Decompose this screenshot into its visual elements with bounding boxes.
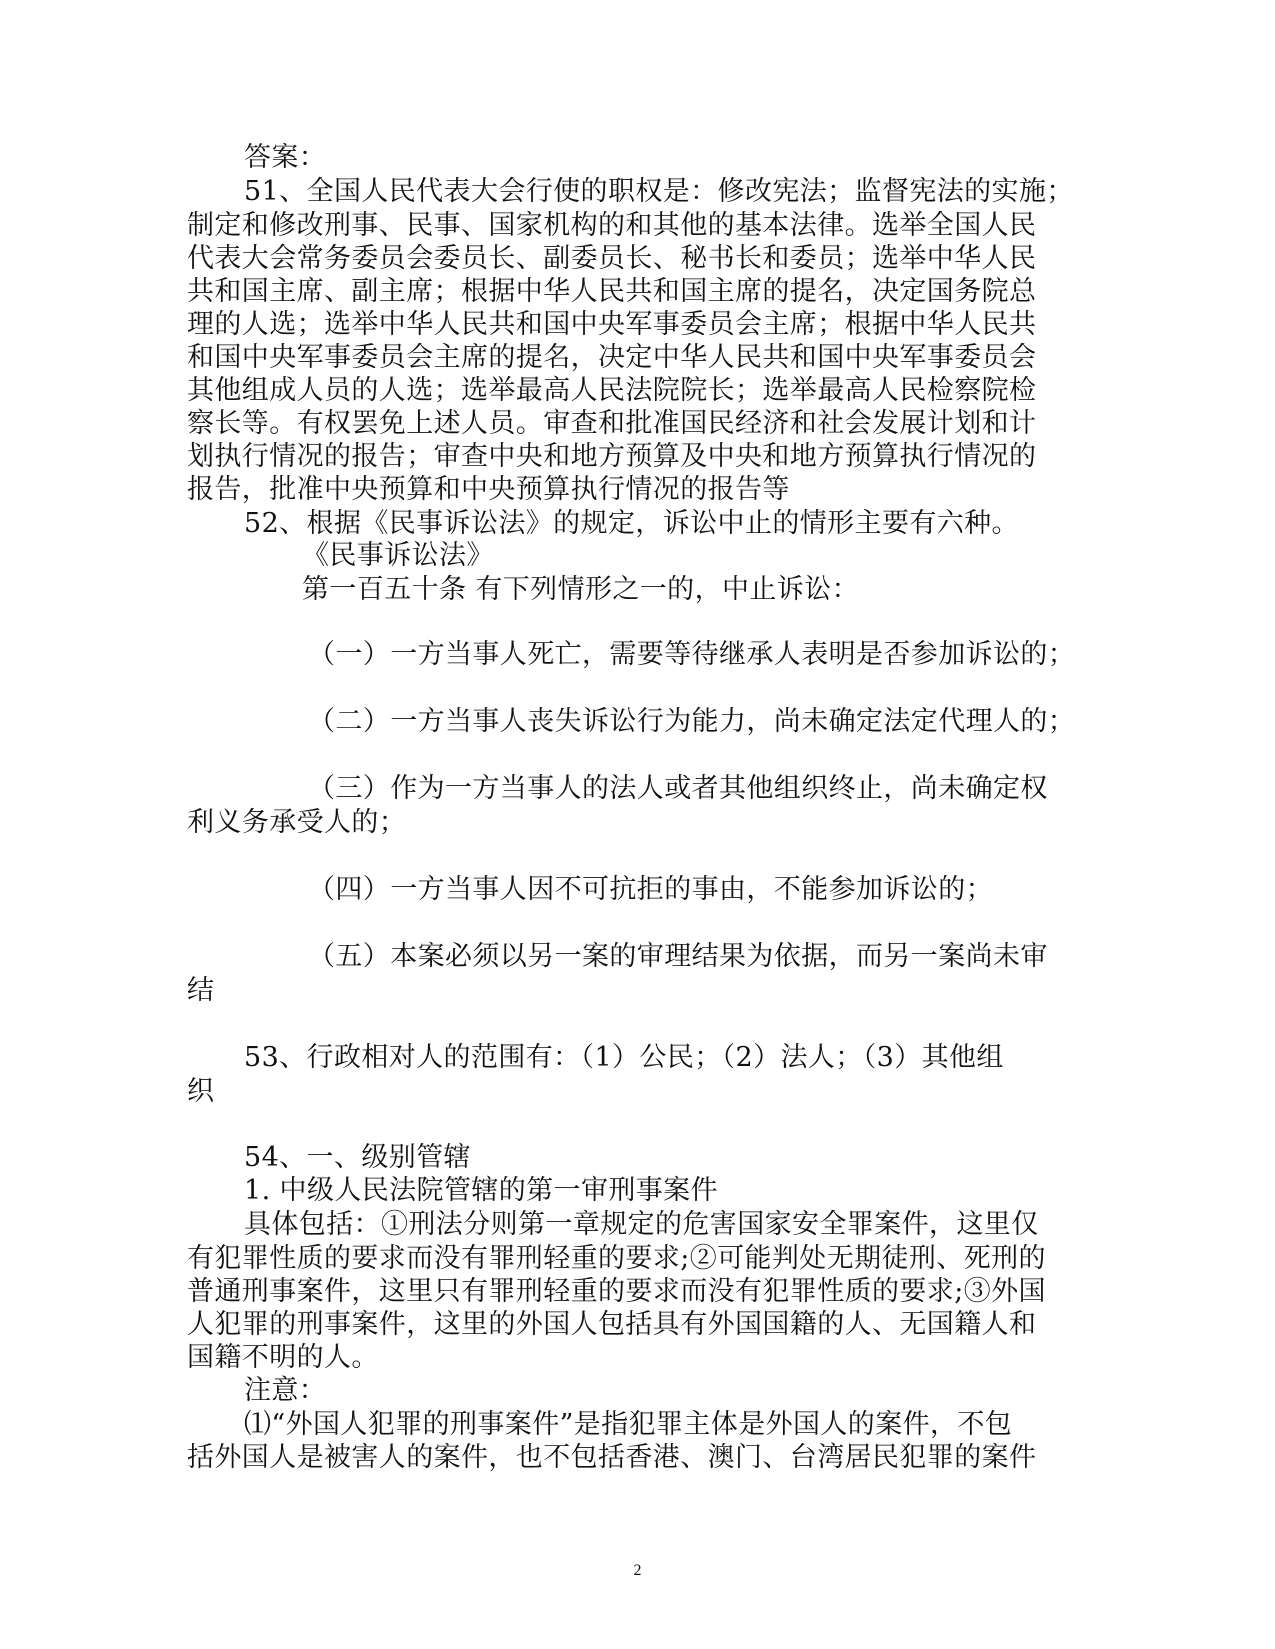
page-number: 2	[633, 1562, 642, 1579]
paragraph-line: 报告，批准中央预算和中央预算执行情况的报告等	[187, 474, 790, 505]
list-item: （五）本案必须以另一案的审理结果为依据，而另一案尚未审	[308, 941, 1048, 972]
paragraph-line: 代表大会常务委员会委员长、副委员长、秘书长和委员；选举中华人民	[187, 243, 1037, 274]
paragraph-line: 括外国人是被害人的案件，也不包括香港、澳门、台湾居民犯罪的案件	[187, 1442, 1037, 1473]
paragraph-line: 划执行情况的报告；审查中央和地方预算及中央和地方预算执行情况的	[187, 441, 1037, 472]
list-item-continuation: 利义务承受人的；	[187, 807, 407, 838]
paragraph-line: ⑴“外国人犯罪的刑事案件”是指犯罪主体是外国人的案件，不包	[244, 1409, 1013, 1440]
article-heading: 第一百五十条 有下列情形之一的，中止诉讼：	[302, 574, 859, 605]
law-title: 《民事诉讼法》	[302, 540, 494, 571]
paragraph-line: 其他组成人员的人选；选举最高人民法院院长；选举最高人民检察院检	[187, 375, 1037, 406]
paragraph-line: 具体包括：①刑法分则第一章规定的危害国家安全罪案件，这里仅	[244, 1209, 1039, 1240]
list-item: （二）一方当事人丧失诉讼行为能力，尚未确定法定代理人的；	[308, 706, 1076, 737]
paragraph-line: 制定和修改刑事、民事、国家机构的和其他的基本法律。选举全国人民	[187, 210, 1037, 241]
paragraph-line: 53、行政相对人的范围有：（1）公民；（2）法人；（3）其他组	[244, 1042, 1004, 1073]
paragraph-line: 51、全国人民代表大会行使的职权是：修改宪法；监督宪法的实施；	[244, 176, 1074, 207]
paragraph-line: 普通刑事案件，这里只有罪刑轻重的要求而没有犯罪性质的要求;③外国	[187, 1276, 1046, 1307]
paragraph-line: 国籍不明的人。	[187, 1342, 379, 1373]
list-item: （四）一方当事人因不可抗拒的事由，不能参加诉讼的；	[308, 874, 993, 905]
section-heading: 54、一、级别管辖	[244, 1142, 471, 1173]
paragraph-line: 织	[187, 1076, 215, 1107]
paragraph-line: 人犯罪的刑事案件，这里的外国人包括具有外国国籍的人、无国籍人和	[187, 1309, 1037, 1340]
answer-heading: 答案：	[244, 142, 327, 173]
paragraph-line: 理的人选；选举中华人民共和国中央军事委员会主席；根据中华人民共	[187, 309, 1037, 340]
note-heading: 注意：	[244, 1375, 327, 1406]
paragraph-line: 和国中央军事委员会主席的提名，决定中华人民共和国中央军事委员会	[187, 342, 1037, 373]
paragraph-line: 有犯罪性质的要求而没有罪刑轻重的要求;②可能判处无期徒刑、死刑的	[187, 1243, 1046, 1274]
paragraph-line: 共和国主席、副主席；根据中华人民共和国主席的提名，决定国务院总	[187, 276, 1037, 307]
list-item-continuation: 结	[187, 975, 215, 1006]
subsection-heading: 1. 中级人民法院管辖的第一审刑事案件	[244, 1175, 718, 1206]
paragraph-line: 52、根据《民事诉讼法》的规定，诉讼中止的情形主要有六种。	[244, 508, 1019, 539]
paragraph-line: 察长等。有权罢免上述人员。审查和批准国民经济和社会发展计划和计	[187, 408, 1037, 439]
list-item: （三）作为一方当事人的法人或者其他组织终止，尚未确定权	[308, 773, 1048, 804]
list-item: （一）一方当事人死亡，需要等待继承人表明是否参加诉讼的；	[308, 639, 1076, 670]
